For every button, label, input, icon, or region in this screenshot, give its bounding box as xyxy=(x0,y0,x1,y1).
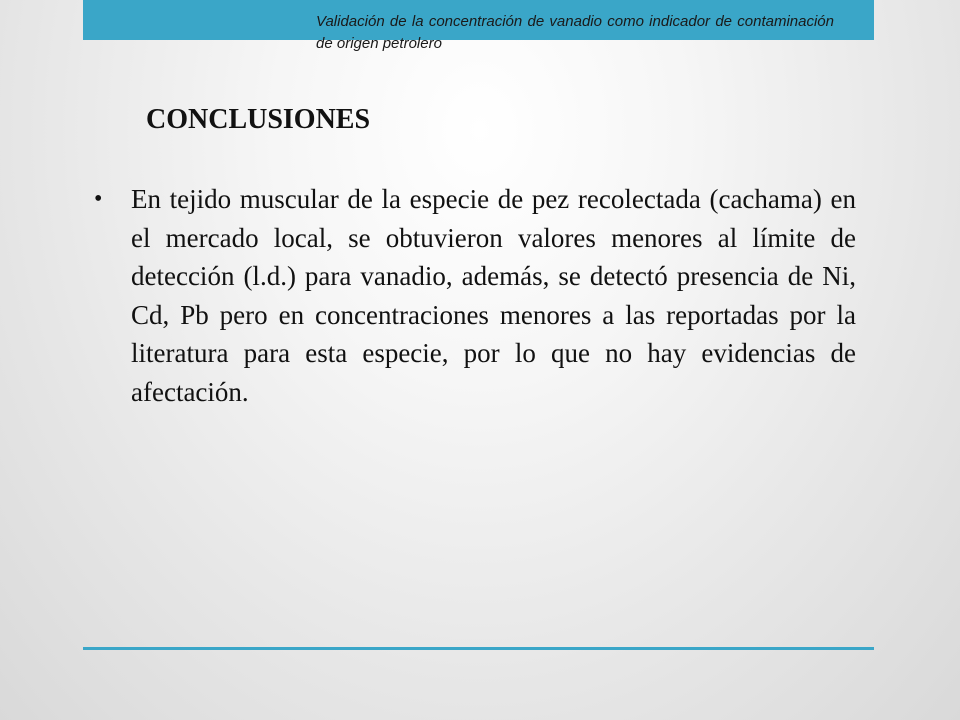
header-title: Validación de la concentración de vanadio como indicador de contaminación de origen petrolero xyxy=(316,13,834,52)
bullet-list xyxy=(94,180,856,411)
bullet-item xyxy=(94,180,856,411)
bullet-text: En tejido muscular de la especie de pez recolectada (cachama) en el mercado local, se obtuvieron valores menores al límite de detección (l.d.) para vanadio, además, se detectó presencia de Ni, Cd, Pb pero en concentraciones menores a las reportadas por la literatura para esta especie, por lo que no hay evidencias de afectación. xyxy=(131,184,856,407)
footer-divider xyxy=(83,647,874,650)
section-heading: CONCLUSIONES xyxy=(146,104,371,135)
bullet-icon: • xyxy=(94,186,103,212)
